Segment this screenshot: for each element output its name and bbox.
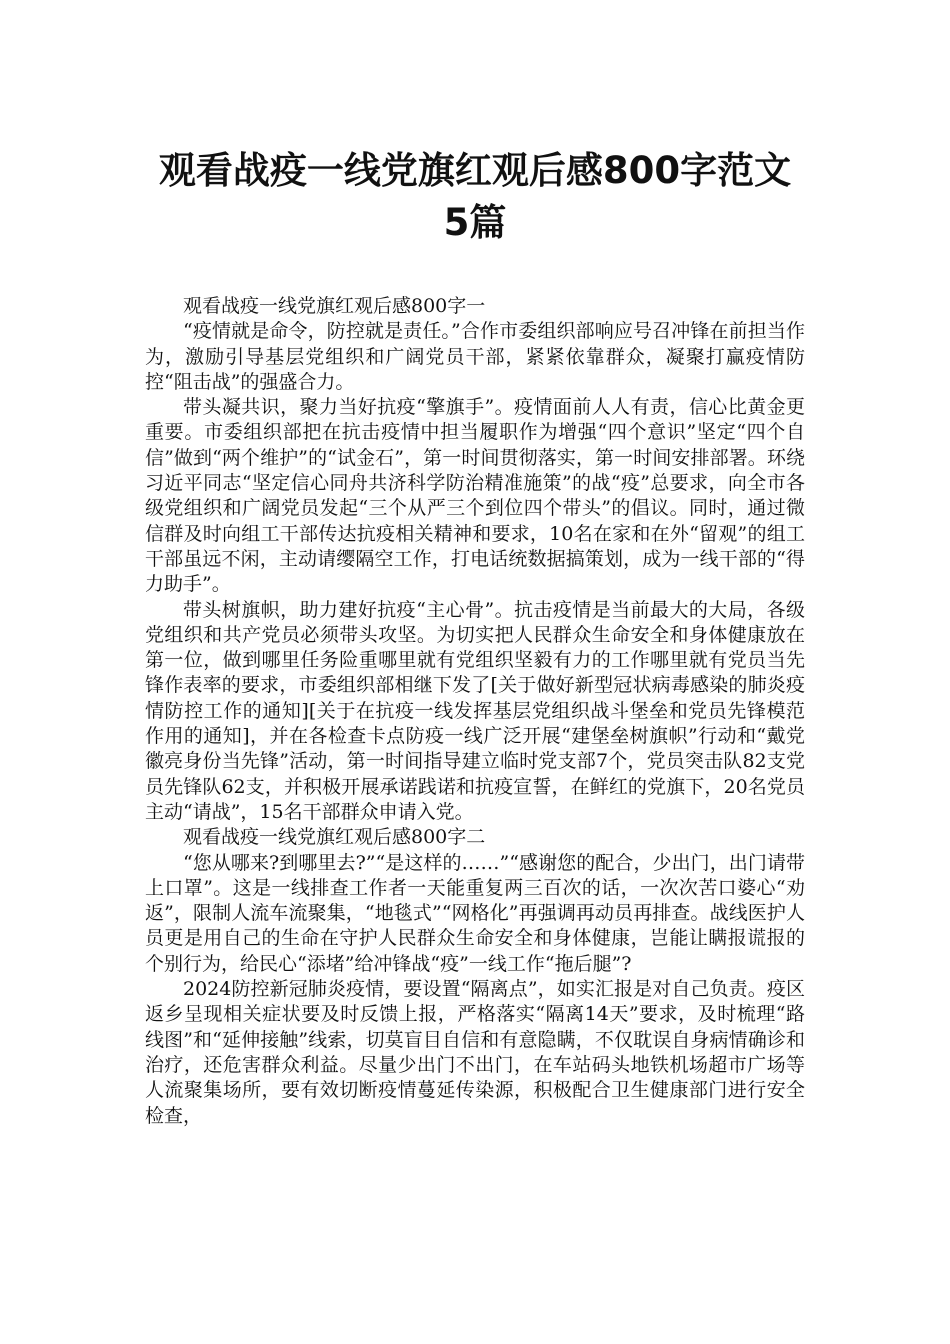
body-paragraph: 2024防控新冠肺炎疫情，要设置“隔离点”，如实汇报是对自己负责。疫区返乡呈现相关症状要及时反馈上报，严格落实“隔离14天”要求，及时梳理“路线图”和“延伸接触”线索，切莫盲目自信和有意隐瞒，不仅耽误自身病情确诊和治疗，还危害群众利益。尽量少出门不出门，在车站码头地铁机场超市广场等人流聚集场所，要有效切断疫情蔓延传染源，积极配合卫生健康部门进行安全检查， <box>145 978 805 1127</box>
document-body <box>145 294 805 1129</box>
body-paragraph: 带头凝共识，聚力当好抗疫“擎旗手”。疫情面前人人有责，信心比黄金更重要。市委组织部把在抗击疫情中担当履职作为增强“四个意识”坚定“四个自信”做到“两个维护”的“试金石”，第一时间贯彻落实，第一时间安排部署。环绕习近平同志“坚定信心同舟共济科学防治精准施策”的战“疫”总要求，向全市各级党组织和广阔党员发起“三个从严三个到位四个带头”的倡议。同时，通过微信群及时向组工干部传达抗疫相关精神和要求，10名在家和在外“留观”的组工干部虽远不闲，主动请缨隔空工作，打电话统数据搞策划，成为一线干部的“得力助手”。 <box>145 396 805 596</box>
section-heading-1: 观看战疫一线党旗红观后感800字一 <box>183 295 486 317</box>
body-paragraph: 带头树旗帜，助力建好抗疫“主心骨”。抗击疫情是当前最大的大局，各级党组织和共产党员必须带头攻坚。为切实把人民群众生命安全和身体健康放在第一位，做到哪里任务险重哪里就有党组织坚毅有力的工作哪里就有党员当先锋作表率的要求，市委组织部相继下发了[关于做好新型冠状病毒感染的肺炎疫情防控工作的通知][关于在抗疫一线发挥基层党组织战斗堡垒和党员先锋模范作用的通知]，并在各检查卡点防疫一线广泛开展“建堡垒树旗帜”行动和“戴党徽亮身份当先锋”活动，第一时间指导建立临时党支部7个，党员突击队82支党员先锋队62支，并积极开展承诺践诺和抗疫宣誓，在鲜红的党旗下，20名党员主动“请战”，15名干部群众申请入党。 <box>145 598 805 823</box>
body-paragraph: “疫情就是命令，防控就是责任。”合作市委组织部响应号召冲锋在前担当作为，激励引导基层党组织和广阔党员干部，紧紧依靠群众，凝聚打赢疫情防控“阻击战”的强盛合力。 <box>145 320 805 393</box>
document-title <box>120 145 830 249</box>
section-heading-2: 观看战疫一线党旗红观后感800字二 <box>183 826 486 849</box>
document-title-line-1: 观看战疫一线党旗红观后感800字范文 <box>158 148 792 192</box>
document-title-line-2: 5篇 <box>443 200 507 244</box>
body-paragraph: “您从哪来?到哪里去?”“是这样的……”“感谢您的配合，少出门，出门请带上口罩”。这是一线排查工作者一天能重复两三百次的话，一次次苦口婆心“劝返”，限制人流车流聚集，“地毯式”“网格化”再强调再动员再排查。战线医护人员更是用自己的生命在守护人民群众生命安全和身体健康，岂能让瞒报谎报的个别行为，给民心“添堵”给冲锋战“疫”一线工作“拖后腿”? <box>145 851 805 975</box>
